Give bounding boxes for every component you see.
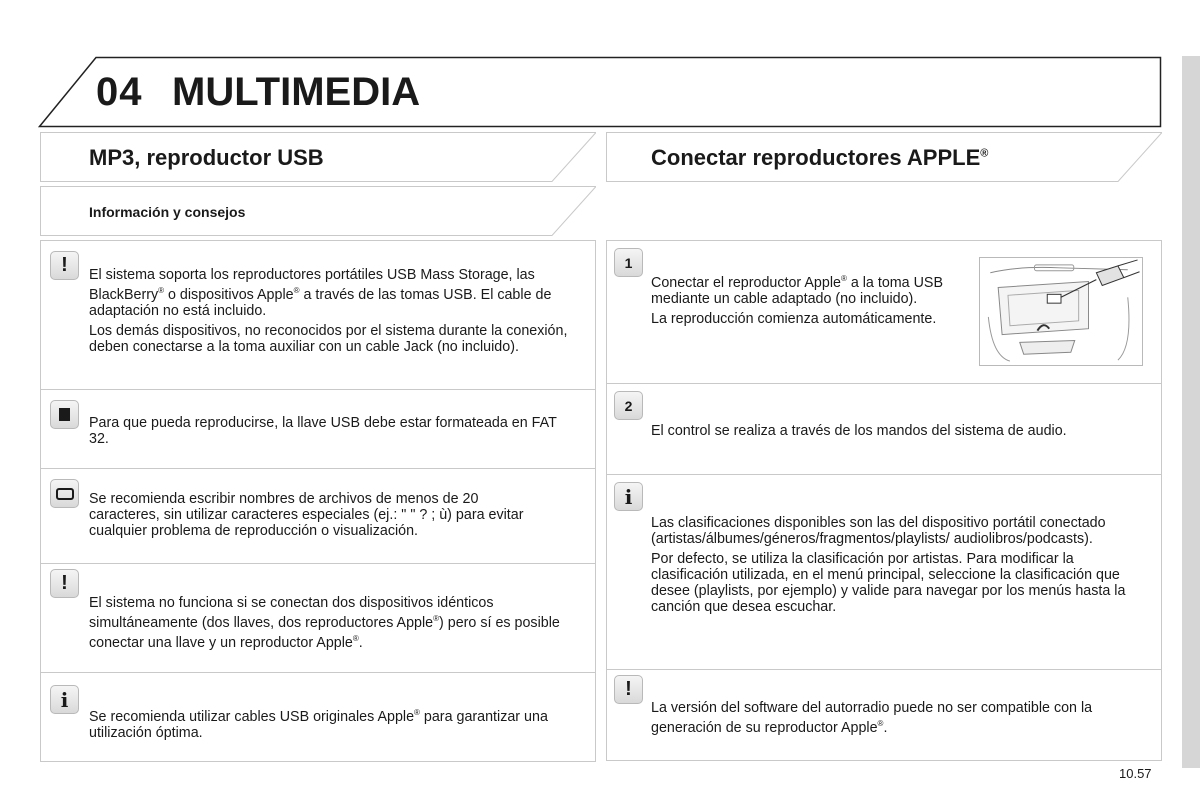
info-icon: i [614,482,643,511]
chapter-number: 04 [96,70,143,114]
note-paragraph: El sistema soporta los reproductores portátiles USB Mass Storage, las BlackBerry® o dispositivos Apple® a través de las tomas USB. El cable de adaptación no está incluido. [89,267,552,319]
step-paragraph: Conectar el reproductor Apple® a la toma USB mediante un cable adaptado (no incluido). [651,274,944,307]
note-text [651,700,1151,740]
chapter-side-tab [1182,56,1200,768]
step-text [651,423,1151,443]
note-paragraph: Los demás dispositivos, no reconocidos por el sistema durante la conexión, deben conectarse a la toma auxiliar con un cable Jack (no incluido). [89,322,568,355]
page-number: 10.57 [1119,766,1152,781]
step-paragraph: El control se realiza a través de los mandos del sistema de audio. [651,423,1067,439]
note-box [40,240,596,390]
warning-icon: ! [50,251,79,280]
step-text [651,271,951,331]
step-paragraph: La reproducción comienza automáticamente. [651,310,937,327]
note-text [89,415,579,451]
note-text [89,491,544,543]
warning-icon: ! [50,569,79,598]
note-paragraph: Se recomienda utilizar cables USB originales Apple® para garantizar una utilización óptima. [89,708,548,741]
chapter-title: MULTIMEDIA [172,70,421,114]
step-box [606,383,1162,475]
note-paragraph: La versión del software del autorradio puede no ser compatible con la generación de su reproductor Apple®. [651,700,1093,736]
note-box [606,669,1162,761]
note-box [40,389,596,469]
note-paragraph: El sistema no funciona si se conectan dos dispositivos idénticos simultáneamente (dos llaves, dos reproductores Apple®) pero sí es posible conectar una llave y un reproductor Apple®. [89,595,560,651]
note-box [606,474,1162,670]
note-paragraph: Por defecto, se utiliza la clasificación por artistas. Para modificar la clasificación utilizada, en el menú principal, seleccione la clasificación que desee (playlists, por ejemplo) y valide para navegar por los menús hasta la canción que desea escuchar. [651,551,1126,615]
note-text [651,515,1151,619]
right-section-title-text: Conectar reproductores APPLE [651,145,981,170]
note-text [89,267,579,359]
usb-connection-illustration [979,257,1143,366]
note-box [40,468,596,564]
warning-icon: ! [614,675,643,704]
right-section-title [651,145,988,171]
step-1-icon: 1 [614,248,643,277]
note-box [40,563,596,673]
note-box [40,672,596,762]
info-subheading: Información y consejos [89,204,246,220]
registered-mark: ® [980,147,989,160]
step-2-icon: 2 [614,391,643,420]
note-text [89,595,569,655]
note-text [89,705,584,745]
info-icon: i [50,685,79,714]
usb-key-icon [50,400,79,429]
note-paragraph: Las clasificaciones disponibles son las del dispositivo portátil conectado (artistas/álbumes/géneros/fragmentos/playlists/ audiolibros/podcasts). [651,515,1106,547]
display-icon [50,479,79,508]
note-paragraph: Se recomienda escribir nombres de archivos de menos de 20 caracteres, sin utilizar caracteres especiales (ej.: " " ? ; ù) para evitar cualquier problema de reproducción o visualización. [89,491,524,539]
note-paragraph: Para que pueda reproducirse, la llave USB debe estar formateada en FAT 32. [89,415,557,447]
left-section-title: MP3, reproductor USB [89,145,324,170]
